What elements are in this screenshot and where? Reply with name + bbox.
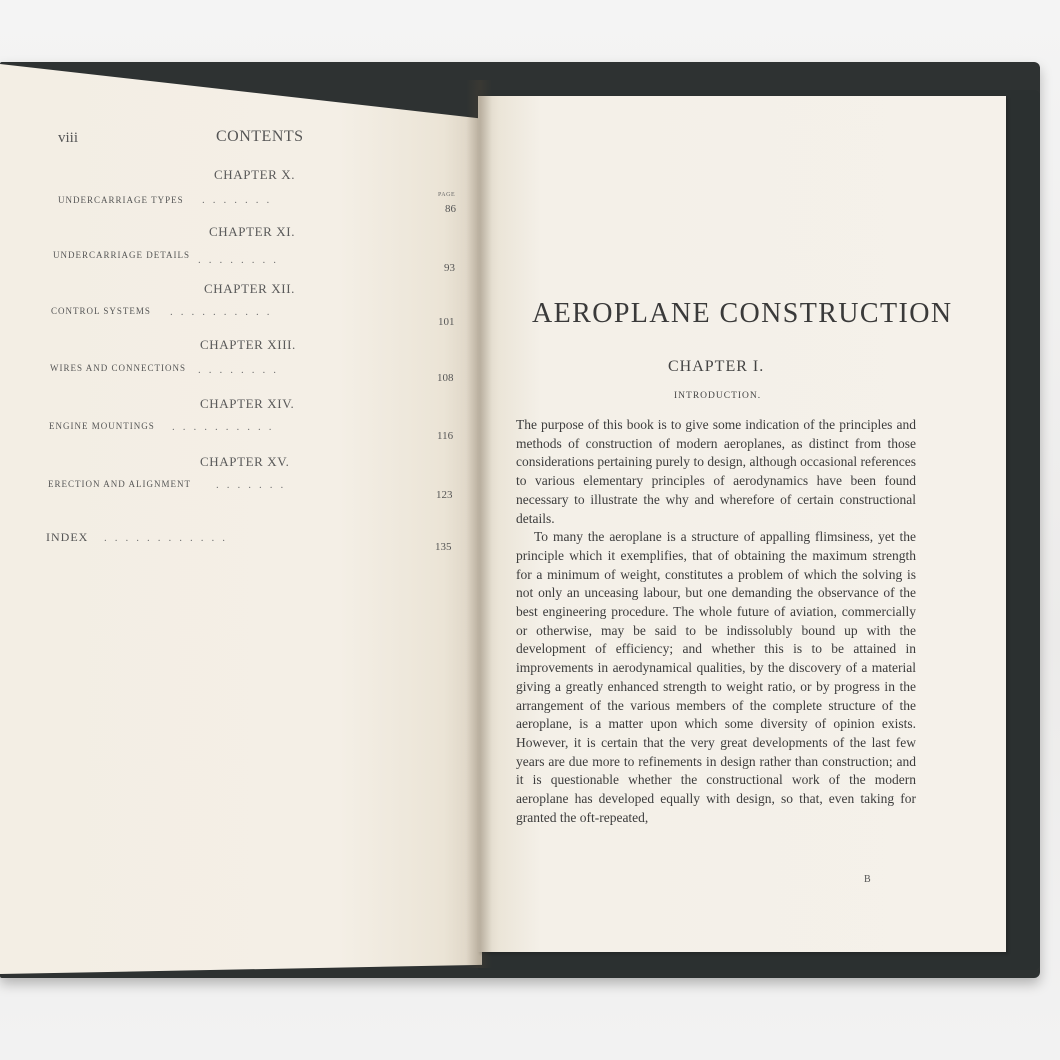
page-column-label: PAGE	[438, 192, 456, 198]
paragraph: To many the aeroplane is a structure of appalling flimsiness, yet the principle which it exemplifies, that of obtaining the maximum strength for a minimum of weight, constitutes a problem of which the solving is not only an unceasing labour, but one demanding the observance of the best engineering procedure. The whole future of aviation, commercially or otherwise, may be said to be indissolubly bound up with the development of efficiency; and whether this is to be attained in improvements in aerodynamical qualities, by the discovery of a material giving a greatly enhanced strength to weight ratio, or by progress in the arrangement of the various members of the complete structure of the aeroplane, is a matter upon which some diversity of opinion exists. However, it is certain that the very great developments of the last few years are due more to refinements in design rather than construction; and it is questionable whether the constructional work of the modern aeroplane has developed equally with design, so that, even taking for granted the oft-repeated,	[516, 529, 916, 825]
running-head: CONTENTS	[216, 128, 304, 145]
contents-entry-title: ENGINE MOUNTINGS	[49, 421, 155, 431]
contents-entry-title: CONTROL SYSTEMS	[51, 306, 151, 316]
contents-entry-title: UNDERCARRIAGE TYPES	[58, 195, 184, 205]
chapter-heading: CHAPTER I.	[668, 358, 765, 375]
contents-entry-page: 108	[437, 372, 454, 384]
contents-entry-title: WIRES AND CONNECTIONS	[50, 363, 187, 373]
contents-entry-page: 101	[438, 316, 455, 328]
chapter-heading: CHAPTER XV.	[200, 454, 290, 469]
section-heading: INTRODUCTION.	[674, 391, 762, 401]
body-text	[516, 416, 916, 827]
chapter-heading: CHAPTER XIII.	[200, 337, 296, 352]
book-title: AEROPLANE CONSTRUCTION	[532, 298, 953, 329]
dot-leader: ..........	[170, 306, 278, 318]
paragraph: The purpose of this book is to give some indication of the principles and methods of construction of modern aeroplanes, as distinct from those considerations pertaining purely to design, although occasional references to various elementary principles of aerodynamics have been found necessary to illustrate the why and wherefore of certain constructional details.	[516, 417, 916, 526]
contents-entry-title: UNDERCARRIAGE DETAILS	[53, 250, 191, 260]
dot-leader: .......	[202, 194, 278, 206]
book-gutter	[466, 80, 492, 968]
contents-entry-page: 86	[445, 203, 456, 215]
chapter-heading: CHAPTER X.	[214, 167, 296, 182]
dot-leader: .......	[216, 479, 292, 491]
signature-mark: B	[864, 874, 871, 885]
contents-entry-page: 93	[444, 262, 455, 274]
contents-entry-page: 116	[437, 430, 454, 442]
page-number: viii	[58, 130, 79, 146]
dot-leader: ............	[104, 532, 233, 544]
contents-entry-title: ERECTION AND ALIGNMENT	[48, 479, 191, 489]
dot-leader: ..........	[172, 421, 280, 433]
contents-entry-page: 123	[436, 489, 453, 501]
chapter-heading: CHAPTER XI.	[209, 224, 296, 239]
dot-leader: ........	[198, 254, 284, 266]
index-entry: INDEX	[46, 530, 89, 544]
index-page: 135	[435, 541, 452, 553]
chapter-heading: CHAPTER XII.	[204, 281, 295, 296]
chapter-heading: CHAPTER XIV.	[200, 396, 295, 411]
dot-leader: ........	[198, 364, 284, 376]
